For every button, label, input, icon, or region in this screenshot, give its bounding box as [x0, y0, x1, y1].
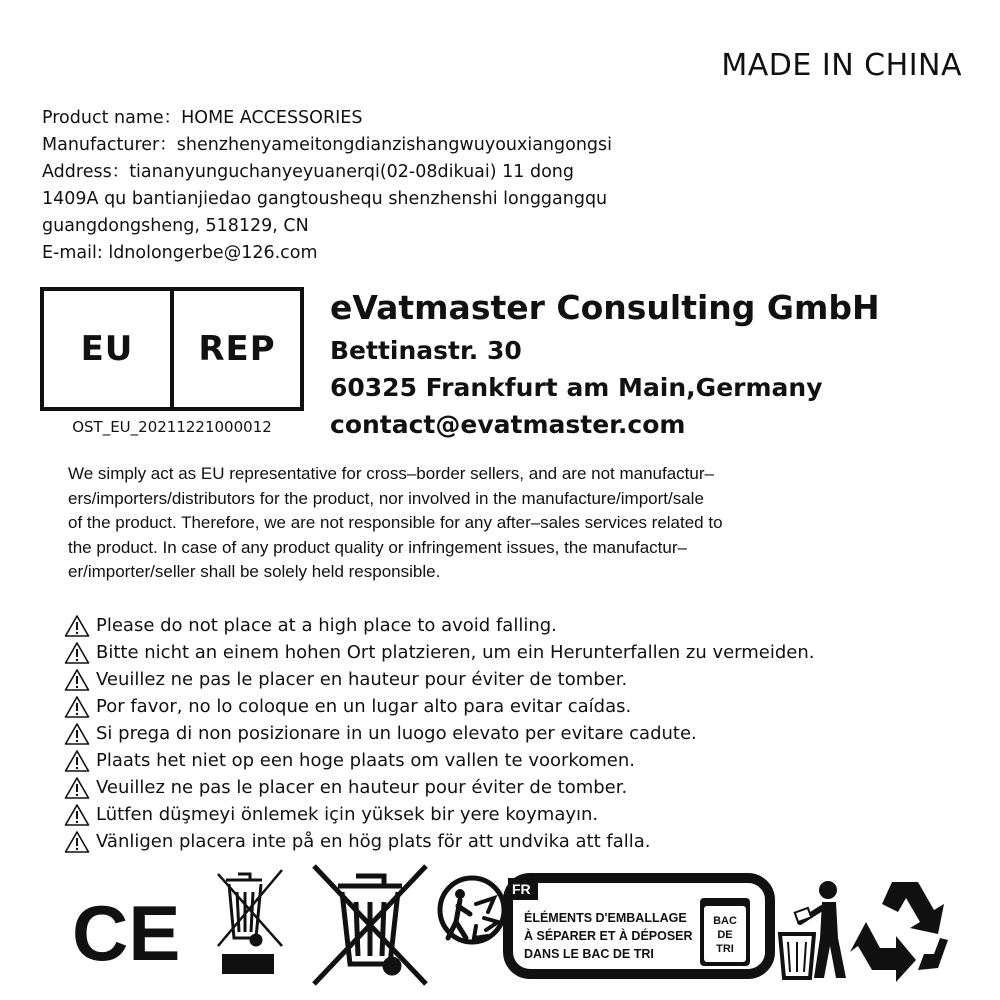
warning-item [64, 801, 815, 828]
warning-icon [64, 776, 90, 800]
address-line-3: guangdongsheng, 518129, CN [42, 216, 309, 236]
warning-item [64, 747, 815, 774]
warning-text: Por favor, no lo coloque en un lugar alto para evitar caídas. [96, 696, 632, 717]
warning-text: Vänligen placera inte på en hög plats för att undvika att falla. [96, 831, 651, 852]
rep-label: REP [198, 329, 276, 369]
symbols-row [0, 860, 1000, 990]
warning-text: Veuillez ne pas le placer en hauteur pour éviter de tomber. [96, 669, 628, 690]
warning-text: Lütfen düşmeyi önlemek için yüksek bir yere koymayın. [96, 804, 599, 825]
weee-bin-small-icon [218, 870, 282, 974]
svg-text:TRI: TRI [716, 943, 734, 955]
eu-rep-box [40, 287, 304, 411]
recycling-icon [850, 882, 948, 982]
weee-bin-large-icon [314, 866, 426, 984]
info-tri-label-icon [508, 878, 770, 974]
registration-number: OST_EU_20211221000012 [72, 418, 272, 436]
tidy-man-icon [780, 881, 846, 978]
made-in-label: MADE IN CHINA [721, 48, 962, 83]
warning-item [64, 666, 815, 693]
disclaimer-line: of the product. Therefore, we are not responsible for any after–sales services related to [68, 513, 723, 532]
warning-item [64, 639, 815, 666]
disclaimer-line: We simply act as EU representative for cross–border sellers, and are not manufactur– [68, 464, 714, 483]
disclaimer-line: ers/importers/distributors for the product, nor involved in the manufacture/import/sale [68, 488, 704, 508]
svg-text:À SÉPARER ET À DÉPOSER: À SÉPARER ET À DÉPOSER [524, 929, 693, 943]
warning-icon [64, 614, 90, 638]
ce-mark-icon [72, 889, 180, 977]
svg-text:BAC: BAC [713, 915, 737, 927]
svg-text:DE: DE [717, 929, 733, 941]
warning-icon [64, 749, 90, 773]
warning-item [64, 774, 815, 801]
warning-text: Si prega di non posizionare in un luogo elevato per evitare cadute. [96, 723, 697, 744]
disclaimer-line: er/importer/seller shall be solely held responsible. [68, 562, 441, 581]
warning-text: Plaats het niet op een hoge plaats om vallen te voorkomen. [96, 750, 635, 771]
product-name-line: Product name：HOME ACCESSORIES [42, 108, 363, 128]
warning-item [64, 828, 815, 855]
rep-street: Bettinastr. 30 [330, 336, 522, 365]
manufacturer-line: Manufacturer：shenzhenyameitongdianzishangwuyouxiangongsi [42, 135, 613, 155]
warning-icon [64, 641, 90, 665]
rep-company: eVatmaster Consulting GmbH [330, 288, 880, 327]
address-line-1: Address：tiananyunguchanyeyuanerqi(02-08dikuai) 11 dong [42, 162, 574, 182]
warning-icon [64, 695, 90, 719]
warning-list [64, 612, 815, 855]
warning-item [64, 612, 815, 639]
warning-icon [64, 803, 90, 827]
disclaimer-line: the product. In case of any product quality or infringement issues, the manufactur– [68, 537, 687, 557]
address-line-2: 1409A qu bantianjiedao gangtoushequ shenzhenshi longgangqu [42, 189, 608, 209]
rep-city: 60325 Frankfurt am Main,Germany [330, 373, 823, 402]
warning-text: Bitte nicht an einem hohen Ort platzieren, um ein Herunterfallen zu vermeiden. [96, 642, 815, 663]
email-line: E-mail: ldnolongerbe@126.com [42, 243, 318, 263]
svg-text:ÉLÉMENTS D'EMBALLAGE: ÉLÉMENTS D'EMBALLAGE [524, 911, 687, 925]
triman-logo-icon [440, 878, 504, 942]
warning-item [64, 720, 815, 747]
rep-email: contact@evatmaster.com [330, 410, 686, 439]
eu-label: EU [44, 291, 174, 407]
warning-text: Please do not place at a high place to avoid falling. [96, 615, 557, 636]
warning-text: Veuillez ne pas le placer en hauteur pour éviter de tomber. [96, 777, 628, 798]
warning-icon [64, 668, 90, 692]
warning-item [64, 693, 815, 720]
svg-text:DANS LE BAC DE TRI: DANS LE BAC DE TRI [524, 947, 654, 961]
svg-text:FR: FR [512, 881, 531, 897]
disclaimer [68, 462, 948, 585]
svg-text:CE: CE [72, 889, 181, 977]
warning-icon [64, 722, 90, 746]
warning-icon [64, 830, 90, 854]
